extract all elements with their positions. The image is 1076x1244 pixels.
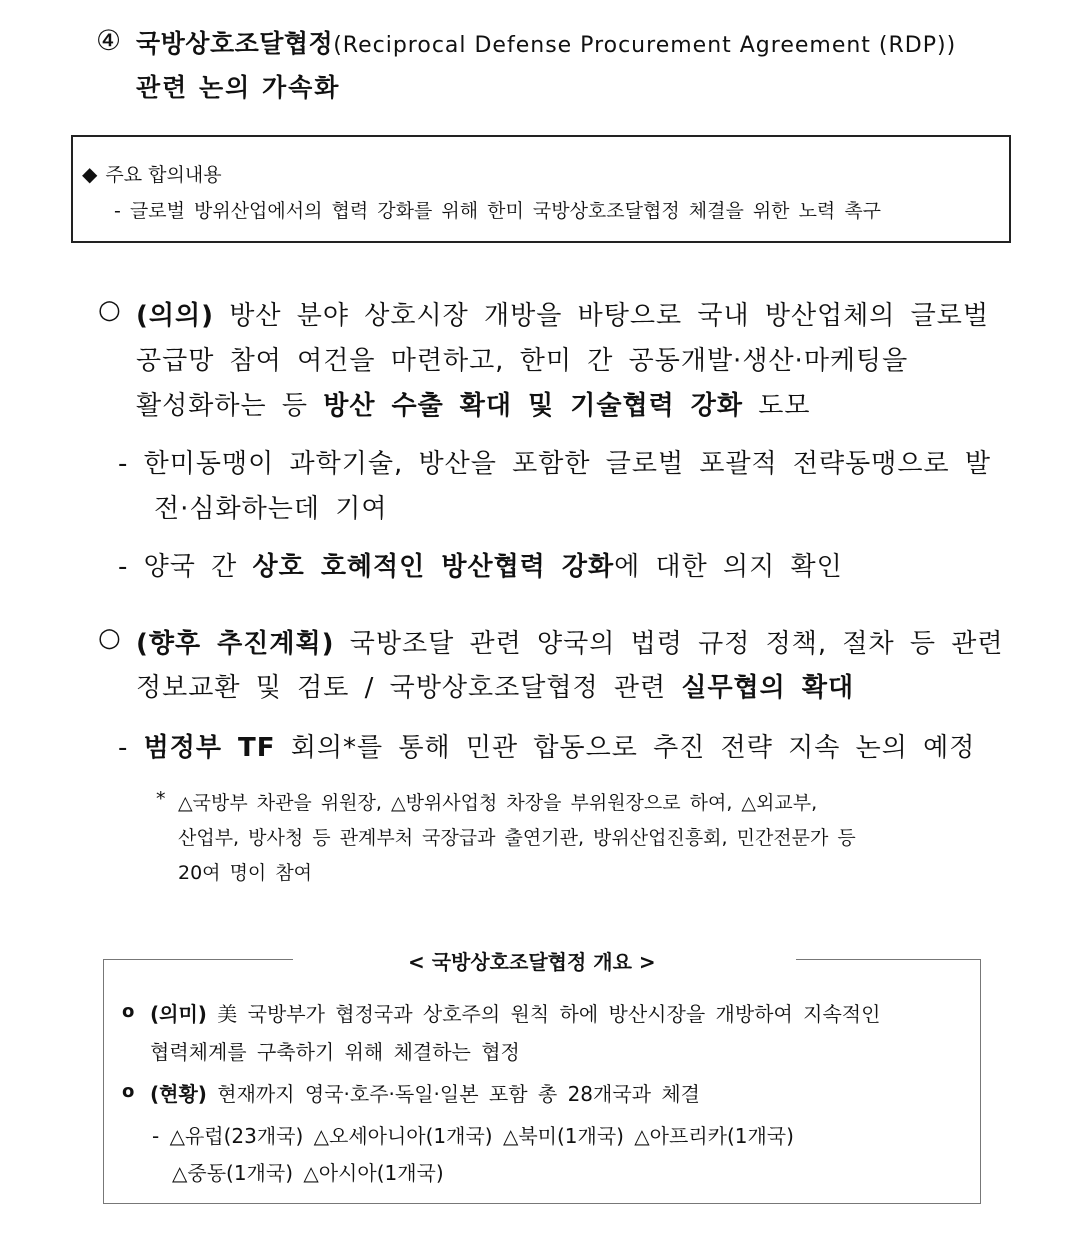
overview-item2-text: 현재까지 영국·호주·독일·일본 포함 총 28개국과 체결 (206, 1082, 700, 1106)
section1-line1 (136, 295, 989, 332)
section1-line3-b: 도모 (743, 391, 811, 421)
section1-dash1-line2: 전·심화하는데 기여 (154, 494, 388, 524)
overview-box-top-border-right (796, 959, 981, 960)
overview-item3-line2: △중동(1개국) △아시아(1개국) (172, 1161, 444, 1185)
agreement-box-title (82, 160, 222, 187)
section2-line1-text: 국방조달 관련 양국의 법령 규정 정책, 절차 등 관련 (334, 629, 1004, 659)
section1-line2: 공급망 참여 여건을 마련하고, 한미 간 공동개발·생산·마케팅을 (136, 346, 909, 376)
section-title-en: (Reciprocal Defense Procurement Agreement (RDP)) (333, 33, 957, 58)
section2-dash-a: - (118, 733, 144, 763)
footnote-line1: △국방부 차관을 위원장, △방위사업청 차장을 부위원장으로 하여, △외교부, (178, 792, 818, 814)
overview-bullet-icon: o (122, 1081, 135, 1102)
overview-item1-line2: 협력체계를 구축하기 위해 체결하는 협정 (150, 1040, 520, 1064)
overview-item1-label: (의미) (150, 1002, 207, 1026)
section1-line3-a: 활성화하는 등 (136, 391, 324, 421)
section-number: ④ (96, 24, 122, 57)
section2-line1 (136, 623, 1003, 660)
section1-line3 (136, 385, 811, 422)
section2-line2-bold: 실무협의 확대 (681, 673, 855, 703)
section1-dash1-line1: - 한미동맹이 과학기술, 방산을 포함한 글로벌 포괄적 전략동맹으로 발 (118, 449, 992, 479)
agreement-box (71, 135, 1011, 243)
overview-item1-text: 美 국방부가 협정국과 상호주의 원칙 하에 방산시장을 개방하여 지속적인 (206, 1002, 881, 1026)
section2-line2-a: 정보교환 및 검토 / 국방상호조달협정 관련 (136, 673, 682, 703)
overview-item2-line1 (150, 1078, 700, 1107)
footnote-line3: 20여 명이 참여 (178, 862, 313, 884)
section2-label: (향후 추진계획) (136, 629, 335, 659)
section1-dash2-bold: 상호 호혜적인 방산협력 강화 (252, 552, 615, 582)
section-title-line2: 관련 논의 가속화 (136, 73, 341, 102)
section1-line3-bold: 방산 수출 확대 및 기술협력 강화 (323, 391, 744, 421)
circle-bullet-icon: ○ (98, 295, 121, 325)
section2-dash-bold: 범정부 TF (143, 733, 276, 763)
section1-dash2-a: - 양국 간 (118, 552, 253, 582)
overview-box-top-border-left (103, 959, 293, 960)
section1-dash2 (118, 546, 843, 583)
agreement-item: - 글로벌 방위산업에서의 협력 강화를 위해 한미 국방상호조달협정 체결을 위한 노력 촉구 (114, 200, 882, 222)
section-title-ko: 국방상호조달협정 (136, 29, 334, 58)
section2-line2 (136, 667, 854, 704)
agreement-title-text: 주요 합의내용 (105, 164, 222, 186)
circle-bullet-icon: ○ (98, 623, 121, 653)
section2-dash (118, 727, 975, 764)
section-title (136, 24, 956, 60)
overview-item3-line1: - △유럽(23개국) △오세아니아(1개국) △북미(1개국) △아프리카(1개국) (152, 1124, 794, 1148)
overview-item1-line1 (150, 998, 880, 1027)
section1-label: (의의) (136, 301, 214, 331)
section1-dash2-b: 에 대한 의지 확인 (614, 552, 843, 582)
overview-item2-label: (현황) (150, 1082, 207, 1106)
footnote-line2: 산업부, 방사청 등 관계부처 국장급과 출연기관, 방위산업진흥회, 민간전문가 등 (178, 827, 856, 849)
section1-line1-text: 방산 분야 상호시장 개방을 바탕으로 국내 방산업체의 글로벌 (214, 301, 990, 331)
overview-bullet-icon: o (122, 1001, 135, 1022)
overview-title: < 국방상호조달협정 개요 > (408, 950, 656, 974)
footnote-star: * (156, 788, 166, 810)
section2-dash-b: 회의*를 통해 민관 합동으로 추진 전략 지속 논의 예정 (275, 733, 976, 763)
diamond-bullet-icon: ◆ (82, 162, 98, 186)
